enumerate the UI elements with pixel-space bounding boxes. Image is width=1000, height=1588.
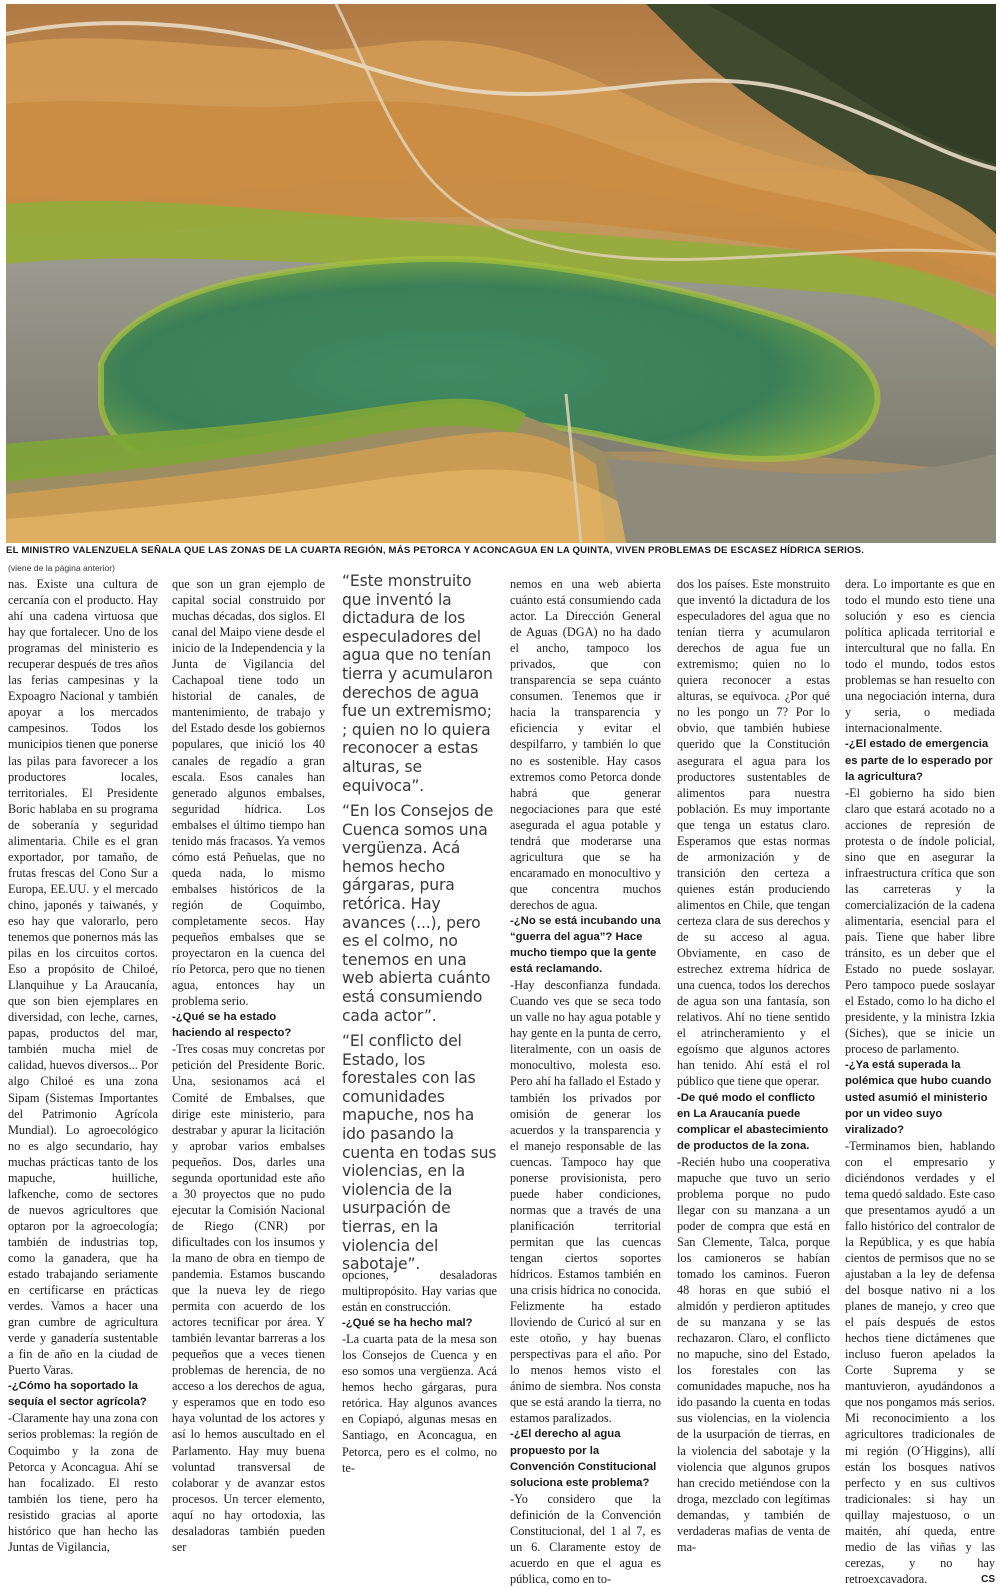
paragraph: -La cuarta pata de la mesa son los Consejos de Cuenca y en eso somos una vergüenza. Acá hemos hecho gárgaras, pura retórica. Hay algunos avances en Copiapó, algunas mesas en Santiago, en Aconcagua, en Petorca, pero es el colmo, no te- (342, 1332, 497, 1475)
photo-caption: EL MINISTRO VALENZUELA SEÑALA QUE LAS ZONAS DE LA CUARTA REGIÓN, MÁS PETORCA Y ACONCAGUA EN LA QUINTA, VIVEN PROBLEMAS DE ESCASEZ HÍDRICA SERIOS. (6, 545, 865, 556)
article-column-5 (677, 576, 830, 1554)
pull-quote: “El conflicto del Estado, los forestales con las comunidades mapuche, nos ha ido pasando la cuenta en todas sus violencias, en la violencia de la usurpación de tierras, en la violencia del sabotaje”. (342, 1032, 497, 1274)
interview-question: -¿Qué se ha estado haciendo al respecto? (172, 1011, 292, 1040)
paragraph: que son un gran ejemplo de capital social construido por muchas décadas, dos siglos. El canal del Maipo viene desde el inicio de la Independencia y la Junta de Vigilancia del Cachapoal tiene todo un historial de canales, de mantenimiento, de trabajo y del Estado desde los gobiernos populares, que inició los 40 canales de regadío a gran escala. Esos canales han generado algunos embalses, seguridad hídrica. Los embalses el último tiempo han tenido más fracasos. Ya vemos cómo está Peñuelas, que no queda nada, lo mismo embalses históricos de la región de Coquimbo, completamente secos. Hay pequeños embalses que se proyectaron en la cuenca del río Petorca, pero que no tienen agua, entonces hay un problema serio. (172, 577, 325, 1009)
interview-question: -¿Cómo ha soportado la sequía el sector agrícola? (8, 1380, 147, 1409)
pull-quote: “En los Consejos de Cuenca somos una vergüenza. Acá hemos hecho gárgaras, pura retórica. Hay avances (...), pero es el colmo, no tenemos en una web abierta cuánto está consumiendo cada actor”. (342, 802, 494, 1025)
article-column-2 (172, 576, 325, 1554)
article-column-6 (845, 576, 995, 1586)
paragraph: opciones, desaladoras multipropósito. Hay varias que están en construcción. (342, 1268, 497, 1315)
interview-question: -¿El derecho al agua propuesto por la Convención Constitucional soluciona este problema? (510, 1428, 657, 1489)
article-column-1 (8, 576, 158, 1554)
article-column-4 (510, 576, 661, 1586)
pull-quote: “Este monstruito que inventó la dictadura de los especuladores del agua que no tenían tierra y acumularon derechos de agua fue un extremismo; ; quien no lo quiera reconocer a estas alturas, se equivoca”. (342, 572, 493, 795)
paragraph: -Recién hubo una cooperativa mapuche que tuvo un serio problema porque no pudo llegar con su manzana a un poder de compra que está en San Clemente, Talca, porque los camioneros se habían tomado los caminos. Fueron 48 horas en que subió el almidón y perdieron aptitudes de su manzana y se las rechazaron. Claro, el conflicto no mapuche, sino del Estado, los forestales con las comunidades mapuche, nos ha ido pasando la cuenta en todas sus violencias, en la violencia de la usurpación de tierras, en la violencia del sabotaje y la violencia que algunos grupos han crecido metiéndose con la droga, mezclado con legítimas demandas, y también de verdaderas mafias de venta de ma- (677, 1154, 830, 1554)
paragraph: dera. Lo importante es que en todo el mundo esto tiene una solución y eso es ciencia política aplicada territorial e intercultural que no falla. En todo el mundo, todos estos problemas se han resuelto con una negociación interna, dura y seria, o mediada internacionalmente. (845, 577, 995, 736)
interview-question: -¿Qué se ha hecho mal? (342, 1317, 473, 1330)
interview-question: -¿El estado de emergencia es parte de lo esperado por la agricultura? (845, 738, 993, 783)
pull-quotes (342, 572, 497, 1274)
paragraph: dos los países. Este monstruito que inventó la dictadura de los especuladores del agua que no tenían tierra y acumularon derechos de agua fue un extremismo; quien no lo quiera reconocer a estas alturas, se equivoca. ¿Por qué no les pongo un 7? Por lo obvio, que también hubiese querido que la Constitución asegurara el agua para los productores sustentables de alimentos para nuestra población. Es muy importante que tenga un estatus claro. Esperamos que estas normas de armonización y de transición den certeza a quienes están produciendo alimentos en Chile, que tengan certeza clara de sus derechos y de su acceso al agua. Obviamente, en caso de estrechez extrema hídrica de una cuenca, todos los derechos de agua son una fantasía, son relativos. Ahí no tiene sentido el atrincheramiento y el egoísmo que algunos actores han tenido. Ahí está el rol público que tiene que operar. (677, 577, 830, 1089)
paragraph-text: -Terminamos bien, hablando con el empresario y diciéndonos verdades y el tema quedó saldado. Este caso que presentamos ayudó a un fallo histórico del contralor de la República, y es que había cientos de permisos que no se ajustaban a la ley de defensa del bosque nativo ni a los planes de manejo, y creo que el país después de estos hechos tiene dictámenes que incluso fueron apelados la Corte Suprema y se mantuvieron, ayudándonos a que nos pongamos más serios. Mi reconocimiento a los agricultores tradicionales de mi región (O´Higgins), allí están los bosques nativos perfecto y en sus cultivos tradicionales: si hay un quillay majestuoso, o un maitén, ahí queda, entre medio de las viñas y las cerezas, y no hay retroexcavadora. (845, 1138, 995, 1586)
paragraph (845, 1138, 995, 1587)
paragraph: nemos en una web abierta cuánto está consumiendo cada actor. La Dirección General de Aguas (DGA) no ha dado el ancho, tampoco los privados, que con transparencia se sepa cuánto consumen. Tenemos que ir hacia la transparencia y eficiencia y evitar el despilfarro, y también lo que no es sostenible. Hay casos extremos como Petorca donde habrá que generar negociaciones para que esté asegurada el agua potable y tendrá que moderarse una agricultura que se ha encaramado en monocultivo y que concentra muchos derechos de agua. (510, 577, 661, 912)
paragraph: -El gobierno ha sido bien claro que estará acotado no a acciones de represión de protesta o de índole policial, sino que en asegurar la infraestructura crítica que son las carreteras y la comercialización de la cadena alimentaria, esencial para el país. Tiene que haber libre tránsito, es un deber que el Estado no puede soslayar. Pero tampoco puede soslayar el Estado, como lo ha dicho el presidente, y la ministra Izkia (Siches), que se inicie un proceso de parlamento. (845, 785, 995, 1057)
continued-note: (viene de la página anterior) (8, 563, 116, 573)
end-mark: CS (981, 1573, 995, 1585)
reservoir-aerial-photo (6, 4, 996, 543)
paragraph: -Claramente hay una zona con serios problemas: la región de Coquimbo y la zona de Petorca y Aconcagua. Ahí se han focalizado. El resto también los tiene, pero ha resistido gracias al aporte histórico que han hecho las Juntas de Vigilancia, (8, 1411, 158, 1554)
paragraph: -Yo considero que la definición de la Convención Constitucional, del 1 al 7, es un 6. Claramente estoy de acuerdo en que el agua es pública, como en to- (510, 1491, 661, 1586)
interview-question: -De qué modo el conflicto en La Araucanía puede complicar el abastecimiento de productos de la zona. (677, 1091, 829, 1152)
paragraph: -Hay desconfianza fundada. Cuando ves que se seca todo un valle no hay agua potable y hay gente en la punta de cerro, literalmente, con un oasis de monocultivo, molesta eso. Pero ahí ha fallado el Estado y también los privados por omisión de generar los acuerdos y la transparencia y el manejo responsable de las cuencas. Tampoco hay que ponerse provisionista, pero puede haber condiciones, normas que a través de una planificación territorial permitan que las cuencas tengan ciertos soportes hídricos. Estamos también en una crisis hídrica no conocida. Felizmente ha estado lloviendo de Curicó al sur en este otoño, y hay buenas perspectivas para el año. Por lo menos hemos visto el ánimo de siembra. Nos consta que se está arando la tierra, no estamos paralizados. (510, 978, 661, 1426)
interview-question: -¿Ya está superada la polémica que hubo cuando usted asumió el ministerio por un video suyo viralizado? (845, 1059, 992, 1136)
paragraph: -Tres cosas muy concretas por petición del Presidente Boric. Una, sesionamos acá el Comité de Embalses, que dirige este ministerio, para destrabar y apurar la licitación y aprobar varios embalses pequeños. Dos, darles una segunda oportunidad este año a 30 proyectos que no pudo ejecutar la Comisión Nacional de Riego (CNR) por dificultades con los insumos y la mano de obra en tiempo de pandemia. Estamos buscando que la nueva ley de riego permita con acuerdo de los actores tecnificar por área. Y también levantar barreras a los pequeños que a veces tienen problemas de herencia, de no acceso a los derechos de agua, y esperamos que en todo eso haya voluntad de los actores y así lo hemos auscultado en el Parlamento. Hay muy buena voluntad transversal de colaborar y de avanzar estos procesos. Un tercer elemento, aquí no hay ortodoxia, las desaladoras también pueden ser (172, 1042, 325, 1554)
paragraph: nas. Existe una cultura de cercanía con el producto. Hay ahí una cadena virtuosa que hay que fortalecer. Uno de los programas del ministerio es recuperar después de tres años las ferias campesinas y la Expoagro Nacional y también apoyar a los mercados campesinos. Todos los municipios tienen que ponerse las pilas para favorecer a los productores locales, territoriales. El Presidente Boric hablaba en su programa de soberanía y seguridad alimentaria. Chile es el gran exportador, por tamaño, de frutas frescas del Cono Sur a Europa, EE.UU. y el mercado chino, japonés y taiwanés, y eso hay que valorarlo, pero tenemos que ponernos más las pilas en los circuitos cortos. Eso a propósito de Chiloé, Llanquihue y La Araucanía, que son bien ejemplares en diversidad, con leche, carnes, papas, productos del mar, también mucha miel de calidad, huevos diversos... Por algo Chiloé es una zona Sipam (Sistemas Importantes del Patrimonio Agrícola Mundial). Lo agroecológico no es algo secundario, hay muchas prácticas tanto de los mapuche, huilliche, lafkenche, como de sectores de nuevos agricultores que optaron por la agroecología; también de industrias top, como la ganadera, que ha estado trabajando seriamente en certificarse en prácticas verdes. Vamos a hacer una gran cumbre de agricultura verde y ganadería sustentable a fin de año en la ciudad de Puerto Varas. (8, 577, 158, 1378)
article-column-3 (342, 1267, 497, 1475)
reservoir-illustration (6, 4, 996, 543)
interview-question: -¿No se está incubando una “guerra del agua”? Hace mucho tiempo que la gente está reclamando. (510, 914, 661, 976)
